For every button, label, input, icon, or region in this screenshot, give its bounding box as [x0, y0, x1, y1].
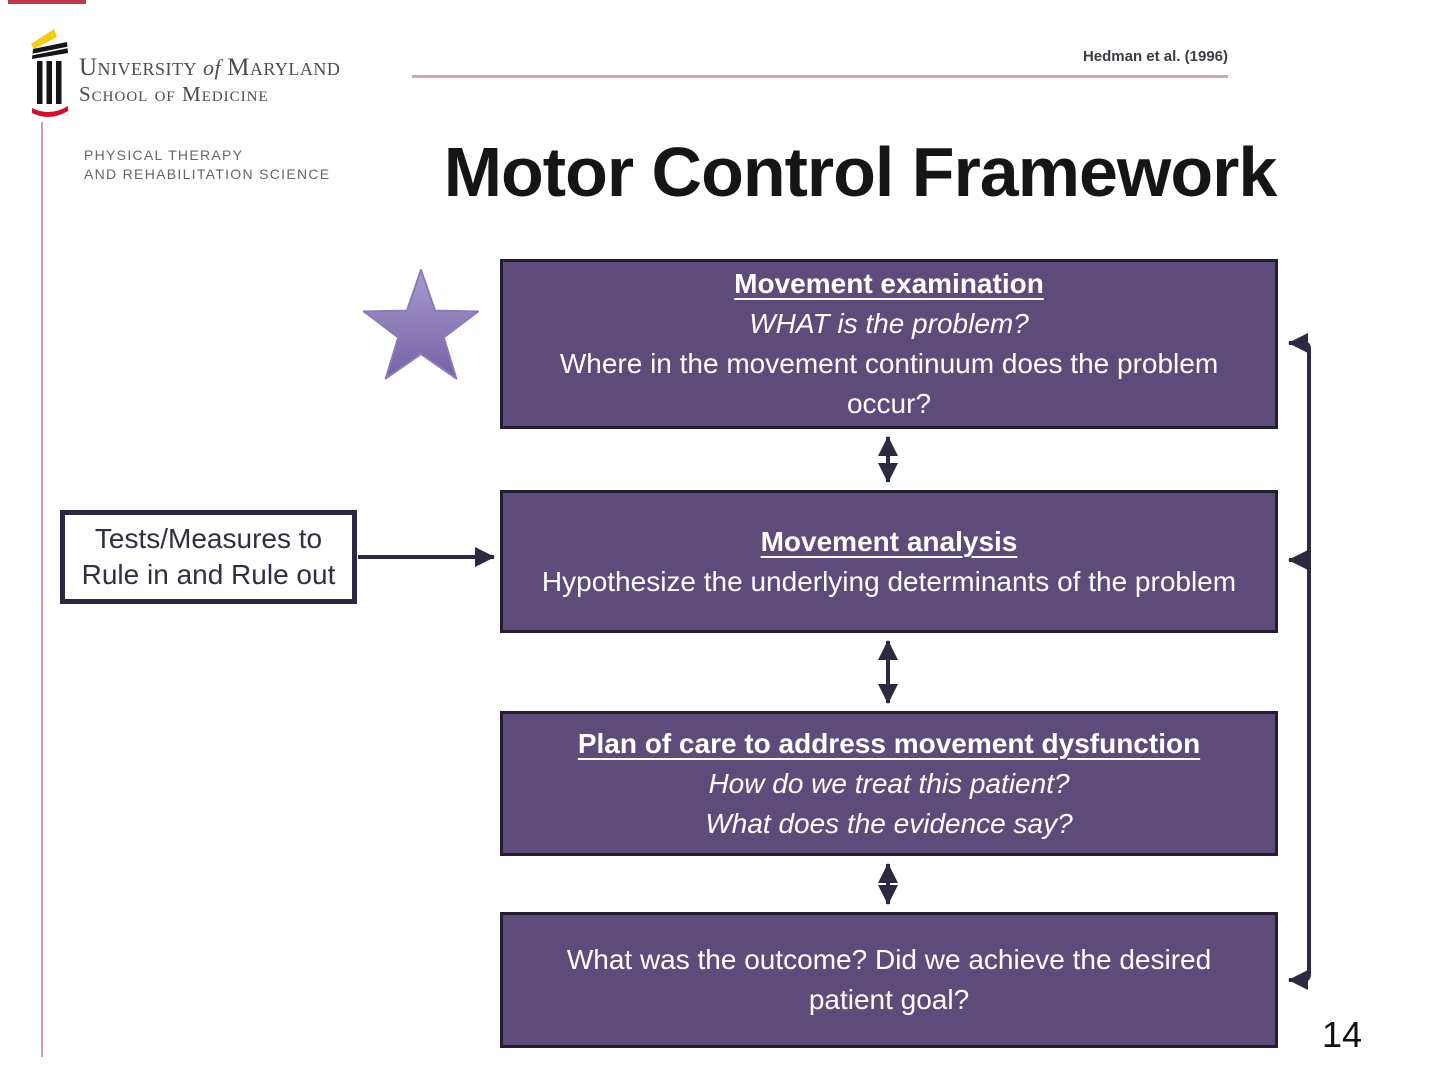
- box-question: What does the evidence say?: [705, 807, 1073, 839]
- tests-measures-label-box: [60, 510, 357, 604]
- flow-box-movement-examination: [500, 259, 1278, 429]
- box-question: WHAT is the problem?: [749, 308, 1029, 339]
- logo-school-line: School of Medicine: [79, 82, 269, 106]
- box-heading: Plan of care to address movement dysfunction: [577, 727, 1201, 759]
- star-icon: [355, 262, 490, 402]
- citation-label: Hedman et al. (1996): [1082, 48, 1228, 65]
- department-line2: AND REHABILITATION SCIENCE: [84, 166, 331, 182]
- flow-box-plan-of-care: [500, 711, 1278, 856]
- page-number: 14: [1322, 1014, 1363, 1055]
- department-line1: PHYSICAL THERAPY: [84, 147, 244, 163]
- box-text: Where in the movement continuum does the problem occur?: [559, 348, 1219, 419]
- side-box-line1: Tests/Measures to: [94, 523, 323, 554]
- department-label: [84, 146, 330, 184]
- header-pink-rule: [412, 75, 1228, 78]
- box-text: Hypothesize the underlying determinants of the problem: [541, 565, 1237, 597]
- left-pink-rule: [41, 122, 43, 1057]
- feedback-line: [1289, 343, 1309, 980]
- flow-box-movement-analysis: [500, 490, 1278, 633]
- box-heading: Movement examination: [734, 268, 1044, 299]
- side-box-line2: Rule in and Rule out: [81, 559, 336, 590]
- corner-red-bar: [8, 0, 86, 4]
- page-title: Motor Control Framework: [443, 133, 1277, 211]
- box-heading: Movement analysis: [760, 525, 1018, 557]
- umd-column-icon: [30, 28, 70, 128]
- box-question: How do we treat this patient?: [708, 767, 1070, 799]
- flow-box-outcome: [500, 912, 1278, 1048]
- logo-university-line: University of Maryland: [79, 54, 341, 81]
- box-text: What was the outcome? Did we achieve the desired patient goal?: [566, 944, 1212, 1015]
- logo-wordmark: [79, 54, 340, 106]
